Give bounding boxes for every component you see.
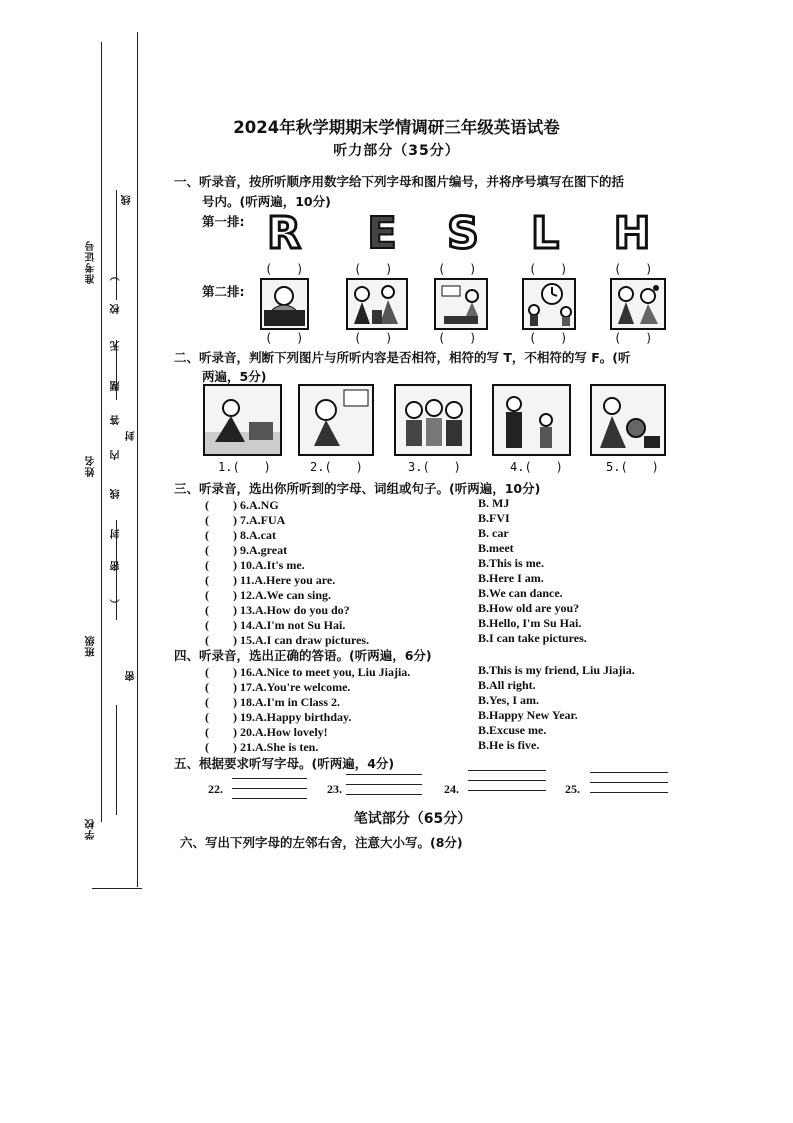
letter-r: R — [267, 208, 301, 252]
q11-option-a[interactable]: ( ) 11.A.Here you are. — [205, 573, 336, 587]
q24-line-1[interactable] — [468, 770, 546, 771]
q7-option-a[interactable]: ( ) 7.A.FUA — [205, 513, 286, 527]
name-label: 姓名 — [86, 455, 97, 477]
binding-warning-2: 校 — [111, 303, 122, 314]
section1-instruction-line1: 一、听录音，按所听顺序用数字给下列字母和图片编号，并将序号填写在图下的括 — [174, 174, 625, 189]
q6-option-a[interactable]: ( ) 6.A.NG — [205, 498, 279, 512]
letter-s-card — [441, 208, 485, 252]
q18-option-a[interactable]: ( ) 18.A.I'm in Class 2. — [205, 695, 341, 709]
q13-option-a[interactable]: ( ) 13.A.How do you do? — [205, 603, 350, 617]
section2-instruction-line1: 二、听录音，判断下列图片与所听内容是否相符，相符的写 T，不相符的写 F。(听 — [174, 350, 631, 365]
q24-line-3[interactable] — [468, 790, 546, 791]
q18-option-b[interactable]: B.Yes, I am. — [478, 693, 540, 707]
q10-option-b[interactable]: B.This is me. — [478, 556, 545, 570]
q20-option-a[interactable]: ( ) 20.A.How lovely! — [205, 725, 328, 739]
binding-line-inner — [137, 32, 138, 887]
q22-line-1[interactable] — [232, 778, 307, 779]
q12-option-a[interactable]: ( ) 12.A.We can sing. — [205, 588, 332, 602]
section2-answer-1[interactable]: 1.( ) — [218, 460, 271, 474]
row1-answer-1[interactable]: ( ) — [265, 262, 304, 276]
q10-option-a[interactable]: ( ) 10.A.It's me. — [205, 558, 305, 572]
q8-option-b[interactable]: B. car — [478, 526, 509, 540]
letter-h-card — [610, 208, 654, 252]
binding-warning-6: 内 — [111, 449, 122, 460]
q19-option-a[interactable]: ( ) 19.A.Happy birthday. — [205, 710, 352, 724]
q17-option-a[interactable]: ( ) 17.A.You're welcome. — [205, 680, 351, 694]
q21-option-b[interactable]: B.He is five. — [478, 738, 540, 752]
listening-subtitle: 听力部分（35分） — [333, 143, 460, 159]
row2-picture-1 — [260, 278, 309, 330]
letter-h: H — [613, 208, 651, 252]
row1-answer-4[interactable]: ( ) — [529, 262, 568, 276]
section2-answer-2[interactable]: 2.( ) — [310, 460, 363, 474]
q12-option-b[interactable]: B.We can dance. — [478, 586, 563, 600]
q23-line-2[interactable] — [346, 784, 422, 785]
q15-option-a[interactable]: ( ) 15.A.I can draw pictures. — [205, 633, 370, 647]
row1-label: 第一排: — [202, 214, 245, 229]
q25-line-1[interactable] — [590, 772, 668, 773]
binding-warning-5: 答 — [111, 414, 122, 425]
row2-picture-2 — [346, 278, 408, 330]
binding-line-bottom — [92, 888, 142, 889]
q9-option-b[interactable]: B.meet — [478, 541, 514, 555]
school-blank — [116, 705, 117, 815]
letter-s: S — [447, 208, 479, 252]
q15-option-b[interactable]: B.I can take pictures. — [478, 631, 587, 645]
q14-option-b[interactable]: B.Hello, I'm Su Hai. — [478, 616, 582, 630]
q22-label: 22. — [208, 782, 223, 796]
q22-line-2[interactable] — [232, 788, 307, 789]
q25-line-3[interactable] — [590, 792, 668, 793]
q25-label: 25. — [565, 782, 580, 796]
binding-paren-top: ） — [111, 270, 122, 281]
row2-label: 第二排: — [202, 284, 245, 299]
row2-answer-1[interactable]: ( ) — [265, 331, 304, 345]
section2-answer-3[interactable]: 3.( ) — [408, 460, 461, 474]
section1-instruction-line2: 号内。(听两遍，10分) — [202, 194, 331, 209]
class-label: 班级 — [86, 635, 97, 657]
exam-no-blank — [116, 190, 117, 300]
q23-label: 23. — [327, 782, 342, 796]
q21-option-a[interactable]: ( ) 21.A.She is ten. — [205, 740, 319, 754]
section6-instruction: 六、写出下列字母的左邻右舍，注意大小写。(8分) — [180, 835, 463, 850]
q6-option-b[interactable]: B. MJ — [478, 496, 510, 510]
binding-warning-11: 密 — [126, 670, 137, 681]
binding-warning-7: 封 — [126, 430, 137, 441]
section2-picture-4 — [492, 384, 571, 456]
section2-picture-3 — [394, 384, 472, 456]
section2-answer-5[interactable]: 5.( ) — [606, 460, 659, 474]
q22-line-3[interactable] — [232, 798, 307, 799]
section5-instruction: 五、根据要求听写字母。(听两遍，4分) — [174, 756, 395, 771]
letter-l-card — [523, 208, 567, 252]
section2-instruction-line2: 两遍，5分) — [202, 369, 267, 384]
q7-option-b[interactable]: B.FVI — [478, 511, 510, 525]
binding-warning-8: 线 — [111, 488, 122, 499]
row2-picture-5 — [610, 278, 666, 330]
school-label: 学校 — [86, 818, 97, 840]
row2-picture-3 — [434, 278, 488, 330]
q9-option-a[interactable]: ( ) 9.A.great — [205, 543, 288, 557]
q16-option-a[interactable]: ( ) 16.A.Nice to meet you, Liu Jiajia. — [205, 665, 411, 679]
q24-label: 24. — [444, 782, 459, 796]
q16-option-b[interactable]: B.This is my friend, Liu Jiajia. — [478, 663, 635, 677]
class-blank — [116, 520, 117, 620]
q24-line-2[interactable] — [468, 780, 546, 781]
section4-instruction: 四、听录音，选出正确的答语。(听两遍，6分) — [174, 648, 432, 663]
letter-e-card — [360, 208, 404, 252]
q14-option-a[interactable]: ( ) 14.A.I'm not Su Hai. — [205, 618, 346, 632]
letter-r-card — [262, 208, 306, 252]
q11-option-b[interactable]: B.Here I am. — [478, 571, 544, 585]
row2-picture-4 — [522, 278, 576, 330]
row1-answer-5[interactable]: ( ) — [614, 262, 653, 276]
section2-answer-4[interactable]: 4.( ) — [510, 460, 563, 474]
q13-option-b[interactable]: B.How old are you? — [478, 601, 580, 615]
section3-instruction: 三、听录音，选出你所听到的字母、词组或句子。(听两遍，10分) — [174, 481, 541, 496]
section2-picture-5 — [590, 384, 666, 456]
q19-option-b[interactable]: B.Happy New Year. — [478, 708, 578, 722]
binding-warning-1: 线 — [122, 194, 133, 205]
exam-no-label: 准考证号 — [86, 240, 97, 284]
q20-option-b[interactable]: B.Excuse me. — [478, 723, 547, 737]
letter-e: E — [366, 208, 398, 252]
exam-title: 2024年秋学期期末学情调研三年级英语试卷 — [233, 118, 560, 137]
row2-answer-5[interactable]: ( ) — [614, 331, 653, 345]
row2-answer-3[interactable]: ( ) — [438, 331, 477, 345]
row1-answer-2[interactable]: ( ) — [354, 262, 393, 276]
q25-line-2[interactable] — [590, 782, 668, 783]
row2-answer-2[interactable]: ( ) — [354, 331, 393, 345]
q23-line-3[interactable] — [346, 794, 422, 795]
row2-answer-4[interactable]: ( ) — [529, 331, 568, 345]
q8-option-a[interactable]: ( ) 8.A.cat — [205, 528, 276, 542]
row1-answer-3[interactable]: ( ) — [438, 262, 477, 276]
written-part-title: 笔试部分（65分） — [353, 811, 472, 827]
name-blank — [116, 340, 117, 400]
q23-line-1[interactable] — [346, 774, 422, 775]
letter-l: L — [530, 208, 560, 252]
q17-option-b[interactable]: B.All right. — [478, 678, 536, 692]
section2-picture-2 — [298, 384, 374, 456]
section2-picture-1 — [203, 384, 282, 456]
